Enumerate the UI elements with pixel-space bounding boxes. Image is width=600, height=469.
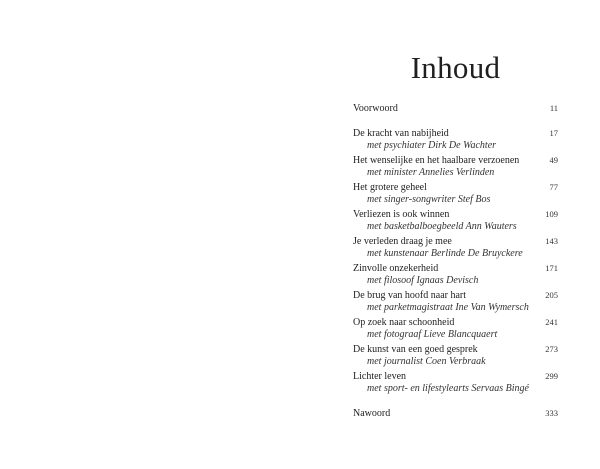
toc-entry-title: Zinvolle onzekerheid xyxy=(353,263,439,274)
toc-entry-page: 299 xyxy=(545,371,558,381)
toc-entry-chapter xyxy=(353,182,558,205)
page-title: Inhoud xyxy=(410,50,501,85)
toc-entry-title: De kracht van nabijheid xyxy=(353,128,449,139)
toc-entry-subtitle: met filosoof Ignaas Devisch xyxy=(367,275,479,286)
toc-entry-page: 241 xyxy=(545,317,558,327)
toc-entry-chapter xyxy=(353,236,558,259)
toc-entry-subtitle: met basketbalboegbeeld Ann Wauters xyxy=(367,221,517,232)
toc-entry-chapter xyxy=(353,128,558,151)
toc-entry-subtitle: met psychiater Dirk De Wachter xyxy=(367,140,497,151)
toc-entry-page: 17 xyxy=(549,128,558,138)
toc-entry-page: 143 xyxy=(545,236,558,246)
toc-entry-chapter xyxy=(353,317,558,340)
toc-entry-page: 205 xyxy=(545,290,558,300)
toc-entry-title: Nawoord xyxy=(353,408,391,419)
toc-entry-page: 49 xyxy=(549,155,558,165)
toc-entry-title: Het grotere geheel xyxy=(353,182,427,193)
toc-entry-chapter xyxy=(353,344,558,367)
toc-entry-title: Voorwoord xyxy=(353,103,398,114)
toc-entry-subtitle: met singer-songwriter Stef Bos xyxy=(367,194,491,205)
toc-entry-page: 273 xyxy=(545,344,558,354)
toc-entry-page: 11 xyxy=(549,103,558,113)
toc-entry-title: Lichter leven xyxy=(353,371,407,382)
toc-entry-title: Je verleden draag je mee xyxy=(353,236,452,247)
toc-entry-subtitle: met fotograaf Lieve Blancquaert xyxy=(367,329,498,340)
toc-entry-title: Verliezen is ook winnen xyxy=(353,209,450,220)
toc-entry-page: 333 xyxy=(545,408,558,418)
toc-entry-page: 171 xyxy=(545,263,558,273)
toc-entry-chapter xyxy=(353,209,558,232)
toc-entry-title: Het wenselijke en het haalbare verzoenen xyxy=(353,155,520,166)
toc-entry-title: De kunst van een goed gesprek xyxy=(353,344,478,355)
toc-entry-subtitle: met sport- en lifestylearts Servaas Bingé xyxy=(367,383,529,394)
toc-entry-chapter xyxy=(353,155,558,178)
toc-entry-subtitle: met parketmagistraat Ine Van Wymersch xyxy=(367,302,529,313)
toc-entry-chapter xyxy=(353,263,558,286)
toc-entry-subtitle: met journalist Coen Verbraak xyxy=(367,356,486,367)
toc-entry-subtitle: met kunstenaar Berlinde De Bruyckere xyxy=(367,248,523,259)
toc-entry-title: De brug van hoofd naar hart xyxy=(353,290,467,301)
toc-entry-voorwoord xyxy=(353,103,558,114)
toc-entry-title: Op zoek naar schoonheid xyxy=(353,317,455,328)
table-of-contents xyxy=(353,103,558,419)
toc-entry-subtitle: met minister Annelies Verlinden xyxy=(367,167,495,178)
toc-entry-chapter xyxy=(353,371,558,394)
toc-entry-nawoord xyxy=(353,408,558,419)
toc-entry-chapter xyxy=(353,290,558,313)
toc-entry-page: 109 xyxy=(545,209,558,219)
toc-entry-page: 77 xyxy=(549,182,558,192)
